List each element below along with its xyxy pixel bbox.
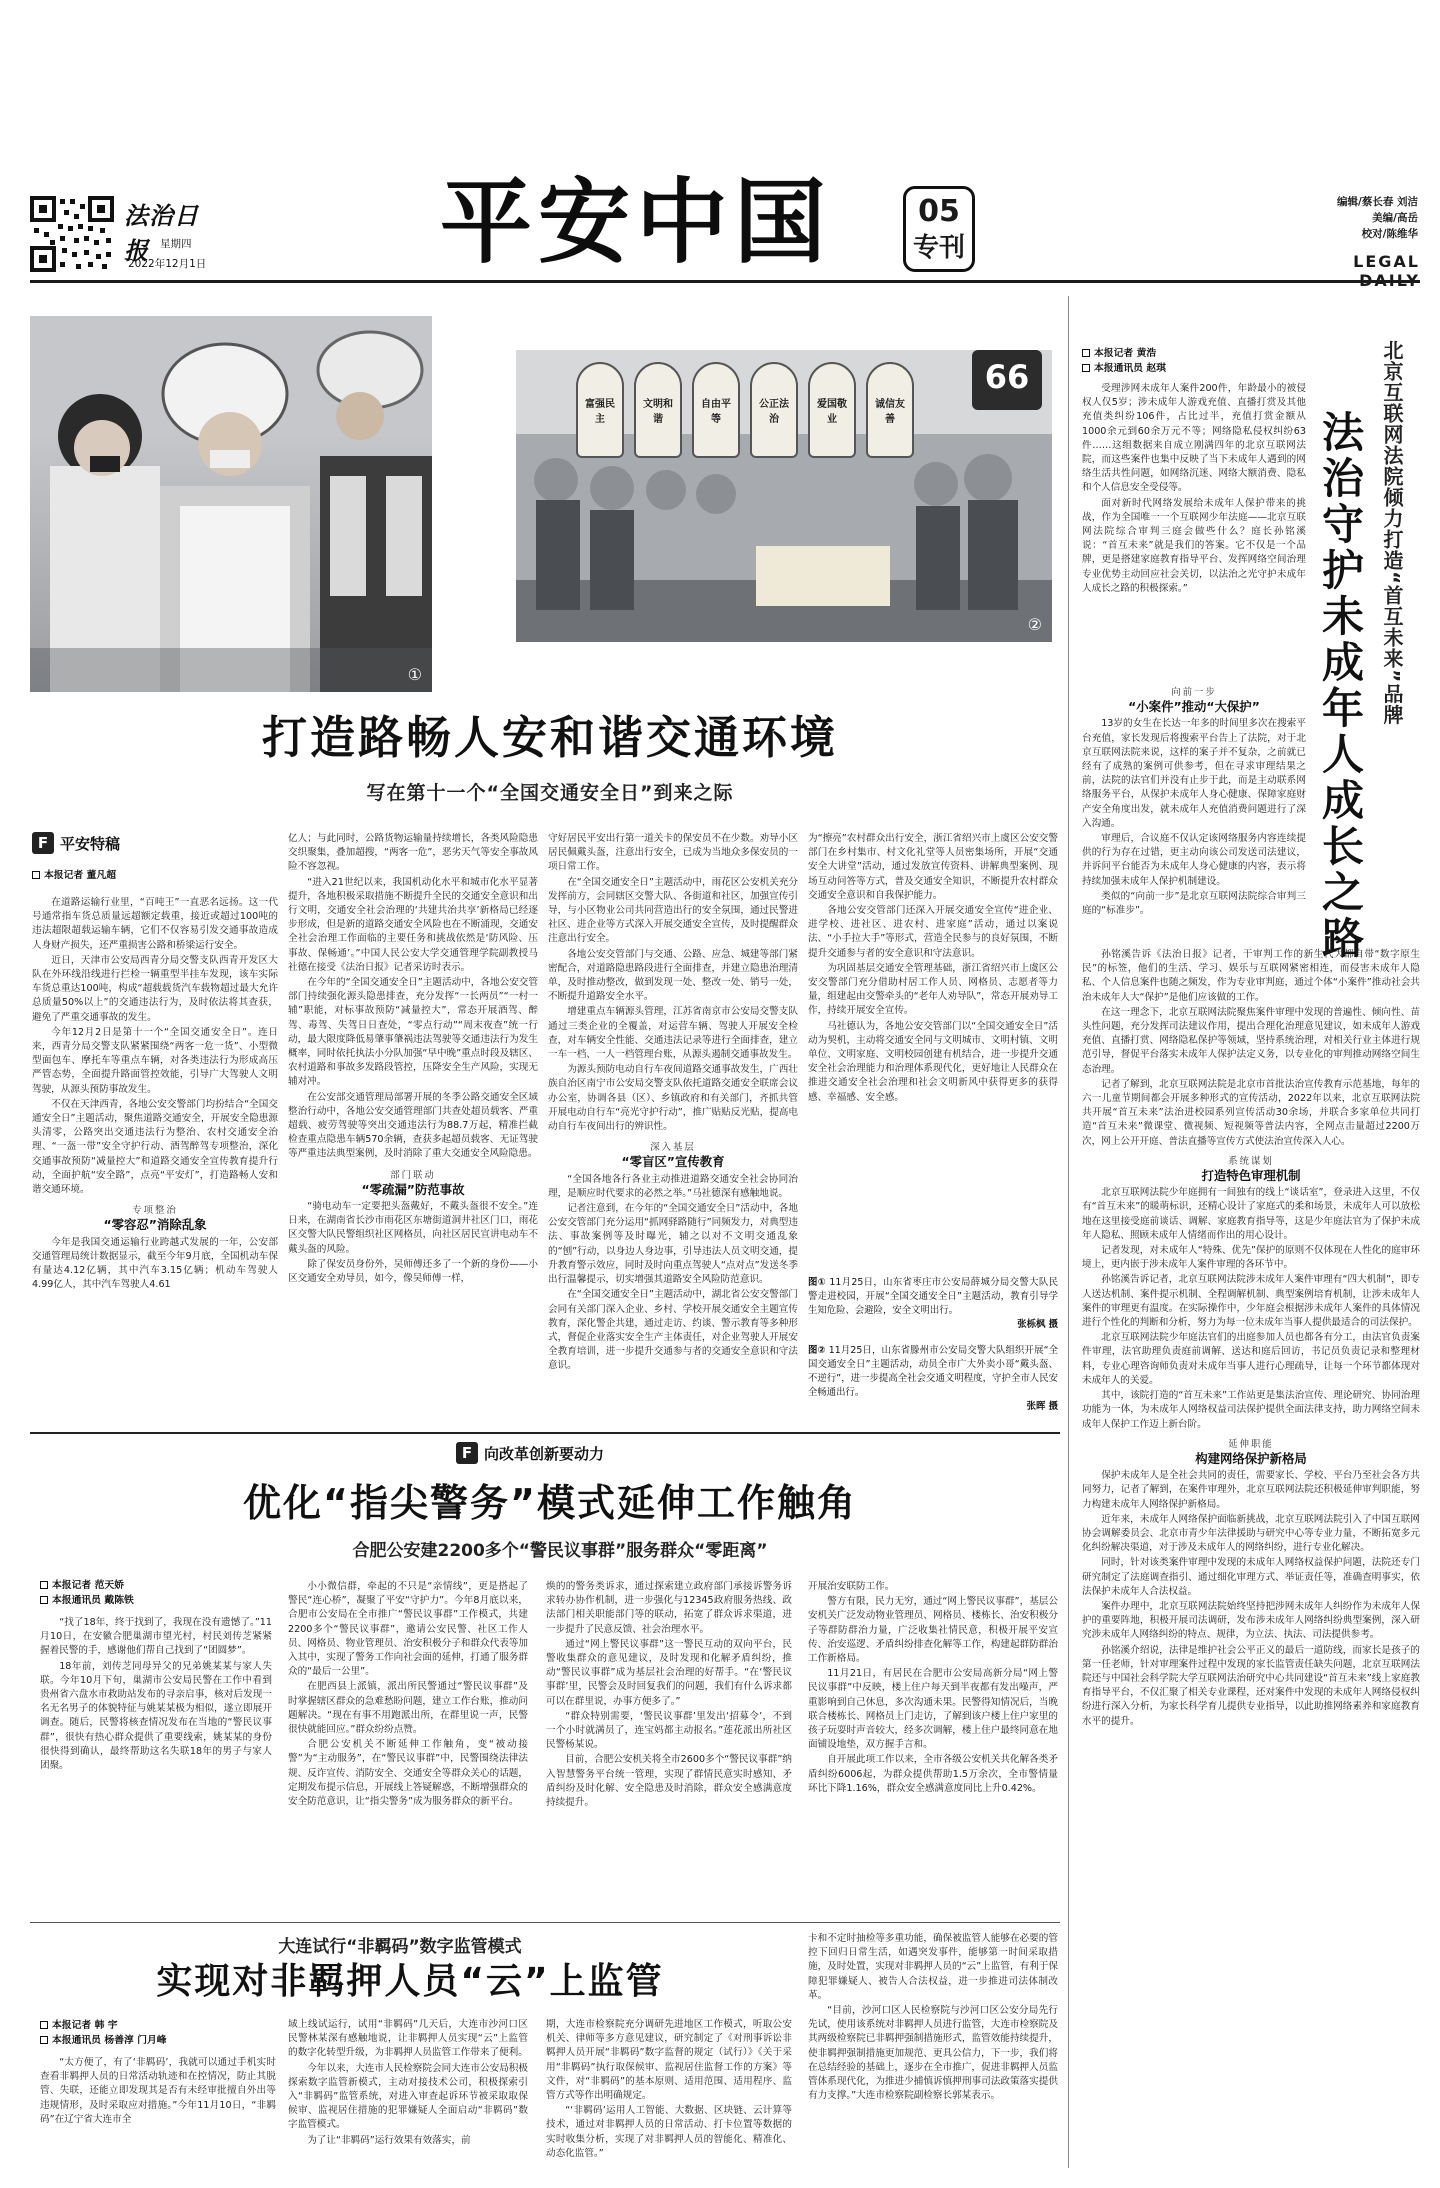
- paragraph: 在公安部交通管理局部署开展的冬季公路交通安全区域整治行动中，各地公安交通管理部门共查处超员载客、严重超载、疲劳驾驶等突出交通违法行为88.7万起，精准拦截检查重点隐患车辆570余辆，查获多起超员载客、无证驾驶等严重违法典型案例，及时消除了重大交通安全风险隐患。: [288, 1091, 538, 1160]
- paragraph: 目前，合肥公安机关将全市2600多个“警民议事群”纳入智慧警务平台统一管理，实现了群情民意实时感知、矛盾纠纷及时化解、安全隐患及时消除，群众安全感满意度持续提升。: [546, 1754, 792, 1809]
- paragraph: 增建重点车辆源头管理，江苏省南京市公安局交警支队通过三类企业的全覆盖，对运营车辆、驾驶人开展安全检查，对车辆安全性能、交通违法记录等进行全面排查，建立一车一档、一人一档管理台账，从源头遏制交通事故发生。: [548, 1006, 798, 1061]
- subhead-kicker: 部门联动: [390, 1169, 436, 1181]
- paragraph: 不仅在天津西青，各地公安交警部门均扮结合“全国交通安全日”主题活动，聚焦道路交通安全，开展安全隐患源头清零，公路突出交通违法行为整治、农村交通安全治理、“一盔一带”安全守护行动、酒驾醉驾专项整治，深化交通事故预防“减量控大”和道路交通安全宣传教育提升行动，全面护航“安全路”，点亮“平安灯”，打造路畅人安和谐交通环境。: [32, 1098, 278, 1196]
- article3-column-1: [40, 1616, 272, 1914]
- photo-1: [30, 316, 432, 692]
- byline-square-icon: [40, 2021, 48, 2029]
- paragraph: 11月21日，有居民在合肥市公安局高新分局“网上警民议事群”中反映，楼上住户每天到半夜都有发出噪声，严重影响到自己休息，多次沟通未果。民警得知情况后，当晚联合楼栋长、网格员上门走访，了解到该户楼上住户家里的孩子玩耍时声音较大，经多次调解，楼上住户最终同意在地面铺设地垫，双方握手言和。: [808, 1668, 1058, 1751]
- article3-subtitle: 合肥公安建2200多个“警民议事群”服务群众“零距离”: [352, 1541, 768, 1561]
- weekday: 星期四: [160, 238, 192, 250]
- article2-lead: [1082, 382, 1306, 674]
- paragraph: 类似的“向前一步”是北京互联网法院综合审判三庭的“标准步”。: [1082, 890, 1306, 917]
- right-column-divider: [1068, 296, 1069, 2168]
- paragraph: 为源头预防电动自行车夜间道路交通事故发生，广西壮族自治区南宁市公安局交警支队依托道路交通安全联席会议办公室，协调各县（区）、乡镇政府和有关部门，齐抓共管开展电动自行车“亮光守护行动”，推广贴贴反光贴，提高电动自行车夜间出行的辨识性。: [548, 1064, 798, 1133]
- column-tag-icon: F: [456, 1442, 478, 1464]
- paragraph: 审理后，合议庭不仅认定该网络服务内容连续提供的行为存在过错，更主动向该公司发送司法建议，并诉问平台能否为未成年人身心健康的内容，表示将持续加强未成年人保护机制建设。: [1082, 833, 1306, 887]
- paragraph: 为了让“非羁码”运行效果有效落实，前: [307, 2134, 471, 2146]
- paragraph: 开展治安联防工作。: [808, 1581, 895, 1592]
- paragraph: 卡和不定时抽检等多重功能，确保被监管人能够在必要的管控下回归日常生活，如遇突发事件，能够第一时间采取措施，及时处置，实现对非羁押人员的“云”上监管，有利于保障犯罪嫌疑人、被告人合法权益，进一步推进司法体制改革。: [808, 1933, 1058, 2001]
- column-tag-label: 平安特稿: [60, 834, 121, 853]
- paragraph: 记者发现，对未成年人“特殊、优先”保护的原则不仅体现在人性化的庭审环境上，更内嵌于涉未成年人案件审理的各环节中。: [1082, 1245, 1420, 1271]
- paragraph: 面对新时代网络发展给未成年人保护带来的挑战，作为全国唯一一个互联网少年法庭——北京互联网法院综合审判三庭会做些什么？庭长孙铭溪说：“首互未来”就是我们的答案。它不仅是一个品牌，更是搭建家庭教育指导平台、发挥网络空间治理专业优势主动回应社会关切，以法治之光守护未成年人成长之路的积极探索。”: [1082, 497, 1306, 594]
- paragraph: 同时，针对该类案件审理中发现的未成年人网络权益保护问题，法院还专门研究制定了法庭调查指引、通过细化审理方式、举证责任等，准确查明事实，依法保护未成年人合法权益。: [1082, 1557, 1420, 1597]
- caption-label: 图②: [808, 1345, 826, 1356]
- byline-text: 本报记者 黄浩: [1094, 348, 1157, 359]
- value-sign: 富强民主: [576, 362, 624, 458]
- paragraph: 记者注意到，在今年的“全国交通安全日”活动中，各地公安交管部门充分运用“抓网驿路随行”同频发力，对典型违法、事故案例等及时曝光，辅之以对不文明交通乱象的“刨”行动，以身边人身边事，引导违法人员文明交通，提升教育警示效应，同时及时向重点驾驶人“点对点”发送冬季出行温馨提示，切实增强其道路安全风险防范意识。: [548, 1203, 798, 1286]
- byline-line: [1082, 361, 1272, 376]
- subhead-kicker: 深入基层: [650, 1142, 696, 1154]
- paragraph: 近年来，未成年人网络保护面临新挑战，北京互联网法院引入了中国互联网协会调解委员会、北京市青少年法律援助与研究中心等专业力量，不断拓宽多元化纠纷解决渠道，对于涉及未成年人的网络纠纷，进行专业化解决。: [1082, 1513, 1420, 1554]
- byline-line: [40, 2033, 280, 2048]
- paragraph: 为“擦亮”农村群众出行安全，浙江省绍兴市上虞区公安交警部门在乡村集市、村文化礼堂等人员密集场所，开展“交通安全大讲堂”活动，通过发放宣传资料、讲解典型案例、现场互动问答等方式，普及交通安全知识，不断提升农村群众交通安全意识和自我保护能力。: [808, 833, 1058, 901]
- subhead: “零盲区”宣传教育: [621, 1154, 725, 1170]
- paragraph: 亿人；与此同时，公路货物运输量持续增长，各类风险隐患交织聚集，叠加超搜，“两客一危”，恶劣天气等安全事故风险不容忽视。: [288, 833, 538, 873]
- byline-text: 本报记者 董凡超: [44, 870, 116, 881]
- issue-date: 2022年12月1日: [128, 258, 207, 270]
- subhead-kicker: 向前一步: [1171, 687, 1217, 698]
- byline-text: 本报通讯员 戴陈铁: [52, 1595, 134, 1606]
- masthead: [0, 0, 1440, 282]
- paragraph: 孙铭溪告诉记者，北京互联网法院涉未成年人案件审理有“四大机制”，即专人送达机制、案件提示机制、全程调解机制、典型案例培育机制，让涉未成年人案件的审理更有温度。在实际操作中，少年庭会根据涉未成年人案件的具体情况进行个性化的判断和分析，努力为每一位未成年当事人提供最适合的司法保护。: [1082, 1274, 1420, 1329]
- paragraph: 记者了解到，北京互联网法院是北京市首批法治宣传教育示范基地，每年的六一儿童节期间都会开展多种形式的宣传活动，2022年以来，北京互联网法院共开展“首互未来”法治进校园系列宣传活动30余场，并联合多家单位共同打造“首互未来”微课堂、微视频、短视频等普法内容，全网点击量超过2200万次，网上公开开庭、普法直播等宣传方式使法治宣传深入人心。: [1082, 1078, 1420, 1147]
- article1-byline: [32, 868, 116, 883]
- paragraph: “进入21世纪以来，我国机动化水平和城市化水平显著提升，各地积极采取措施不断提升全民的交通安全意识和出行文明，交通安全社会治理的‘共建共治共享’新格局已经逐步形成，但是新的道路交通安全风险也在不断涌现，交通安全社会治理工作面临的主要任务和挑战依然是‘防风险、压事故、保畅通’。”中国人民公安大学交通管理学院副教授马社德在接受《法治日报》记者采访时表示。: [288, 876, 538, 973]
- byline-square-icon: [40, 2036, 48, 2044]
- byline-square-icon: [40, 1581, 48, 1589]
- value-sign: 诚信友善: [866, 362, 914, 458]
- paragraph: 孙铭溪告诉《法治日报》记者，干审判工作的新生代大都自带“数字原生民”的标签，他们的生活、学习、娱乐与互联网紧密相连，而侵害未成年人隐私、个人信息案件也随之频发，作为专业审判庭，通过个体“小案件”推动社会共治未成年人大“保护”是他们应该做的工作。: [1082, 949, 1420, 1003]
- caption-label: 图①: [808, 1277, 827, 1288]
- article1-column-1: [32, 896, 278, 1424]
- byline-text: 本报记者 韩 宇: [52, 2020, 118, 2031]
- legal-daily-label: LEGAL: [1353, 252, 1420, 271]
- page-number: 05: [918, 194, 960, 229]
- subhead: 打造特色审理机制: [1201, 1168, 1301, 1184]
- page-title: 平安中国: [440, 169, 833, 276]
- photo-caption-2: [808, 1344, 1058, 1414]
- paragraph: “目前，沙河口区人民检察院与沙河口区公安分局先行先试，使用该系统对非羁押人员进行监管，大连市检察院及其两级检察院已非羁押强制措施形式，监管效能持续提升，使非羁押强制措施更加规范、更具公信力，下一步，我们将在总结经验的基础上，逐步在全市推广，促进非羁押人员监管体系现代化，为推进少捕慎诉慎押刑事司法政策落实提供有力支撑。”大连市检察院副检察长郭某表示。: [808, 2005, 1058, 2102]
- paragraph: 域上线试运行，试用“非羁码”几天后，大连市沙河口区民警林某深有感触地说，让非羁押人员实现“云”上监管的数字化转型升级，为非羁押人员监管工作带来了便利。: [288, 2019, 528, 2059]
- paragraph: 期，大连市检察院充分调研先进地区工作模式，听取公安机关、律师等多方意见建议，研究制定了《对刑事诉讼非羁押人员开展“非羁码”数字监督的规定（试行）》《关于采用“非羁码”执行取保候审、监视居住监督工作的方案》等文件，对“非羁码”的基本原则、适用范围、适用程序、监管方式等作出明确规定。: [546, 2019, 792, 2102]
- caption-credit: 张晖 摄: [1026, 1401, 1058, 1412]
- speed-sign-value: 66: [984, 358, 1030, 396]
- column-tag-icon: F: [32, 832, 54, 854]
- byline-line: [40, 1578, 260, 1593]
- article3-byline: [40, 1578, 260, 1608]
- paragraph: 今年是我国交通运输行业跨越式发展的一年，公安部交通管理局统计数据显示，截至今年9月底，全国机动车保有量达4.12亿辆，其中汽车3.15亿辆；机动车驾驶人4.99亿人，其中汽车驾驶人4.61: [32, 1236, 278, 1291]
- subhead: “零容忍”消除乱象: [103, 1217, 207, 1233]
- paragraph: 合肥公安机关不断延伸工作触角，变“被动接警”为“主动服务”，在“警民议事群”中，民警围绕法律法规、反诈宣传、消防安全、交通安全等群众关心的话题，定期发布提示信息，开展线上答疑解惑，不断增强群众的安全防范意识，让“指尖警务”成为服务群众的新平台。: [288, 1739, 528, 1808]
- subhead: “零疏漏”防范事故: [361, 1181, 465, 1197]
- paragraph: “‘非羁码’运用人工智能、大数据、区块链、云计算等技术，通过对非羁押人员的日常活动、打卡位置等数据的实时收集分析，实现了对非羁押人员的智能化、精准化、动态化监管。”: [546, 2105, 792, 2159]
- paragraph: 警方有限，民力无穷，通过“网上警民议事群”，基层公安机关广泛发动物业管理员、网格员、楼栋长、治安积极分子等群防群治力量，广泛收集社情民意，积极开展平安宣传、治安巡逻、矛盾纠纷排查化解等工作，构建起群防群治工作新格局。: [808, 1596, 1058, 1665]
- value-sign: 文明和谐: [634, 362, 682, 458]
- paragraph: 小小微信群，牵起的不只是“亲情线”，更是搭起了警民“连心桥”，凝聚了平安“守护力”。今年8月底以来，合肥市公安局在全市推广“警民议事群”工作模式，共建2200多个“警民议事群”，邀请公安民警、社区工作人员、网格员、物业管理员、治安积极分子和群众代表等加入其中，实现了警务工作向社会面的延伸，打通了服务群众的“最后一公里”。: [288, 1581, 528, 1678]
- paragraph: 保护未成年人是全社会共同的责任，需要家长、学校、平台乃至社会各方共同努力，记者了解到，在案件审理外，北京互联网法院还积极延伸审判职能，努力构建未成年人网络保护新格局。: [1082, 1470, 1420, 1510]
- subhead-kicker: 延伸职能: [1228, 1438, 1274, 1450]
- caption-text: 11月25日，山东省枣庄市公安局薛城分局交警大队民警走进校园，开展“全国交通安全日”主题活动，教育引导学生知危险、会避险，安全文明出行。: [808, 1277, 1058, 1316]
- article2-title-vertical: 法治守护未成年人成长之路: [1316, 410, 1365, 962]
- paragraph: 焕的的警务类诉求，通过探索建立政府部门承接诉警务诉求转办协作机制，进一步强化与12345政府服务热线、政法部门相关职能部门等的联动，拓宽了群众诉求渠道，进一步提升了民意反馈、社会治理水平。: [546, 1581, 792, 1635]
- paragraph: “找了18年，终于找到了，我现在没有遗憾了。”11月10日，在安徽合肥巢湖市望光村，村民刘传芝紧紧握着民警的手，感谢他们帮自己找到了“团圆梦”。: [40, 1617, 272, 1657]
- paper-name: 法治日报: [124, 201, 199, 265]
- article3-column-4: [808, 1580, 1058, 1914]
- byline-text: 本报记者 范天娇: [52, 1580, 124, 1591]
- paragraph: 在“全国交通安全日”主题活动中，湖北省公安交警部门会同有关部门深入企业、乡村、学校开展交通安全主题宣传教育，深化警企共建，通过走访、约谈、警示教育等多种形式，督促企业落实安全生产主体责任，对企业驾驶人开展安全教育培训，进一步提升交通参与者的交通安全意识和守法意识。: [548, 1289, 798, 1372]
- column-tag-feature: [32, 832, 120, 854]
- paragraph: 在道路运输行业里，“百吨王”一直恶名远扬。这一代号通常指车货总质量远超额定载重，接近或超过100吨的违法超限超载运输车辆，它们不仅容易引发交通事故造成人身财产损失，还严重损害公路和桥梁运行安全。: [32, 897, 278, 951]
- article2-subtitle-vertical: 北京互联网法院倾力打造“首互未来”品牌: [1380, 340, 1404, 726]
- masthead-rule: [30, 280, 1420, 283]
- paragraph: 各地公安交管部门与交通、公路、应急、城建等部门紧密配合，对道路隐患路段进行全面排查，并建立隐患治理清单，及时推动整改，做到发现一处、整改一处、销号一处，不断提升道路安全水平。: [548, 948, 798, 1003]
- photo-2-number: ②: [1027, 615, 1042, 634]
- paragraph: 近日，天津市公安局西青分局交警支队西青开发区大队在外环线沿线进行拦检一辆重型半挂车发现，该车实际车货总重达100吨，构成“超载载货汽车载物超过最大允许总质量50%以上”的交通违法行为，及时依法将其查获，避免了严重交通事故的发生。: [32, 954, 278, 1023]
- paragraph: 今年12月2日是第十一个“全国交通安全日”。连日来，西青分局交警支队紧紧围绕“两客一危一货”、小型微型面包车、摩托车等重点车辆，对各类违法行为形成高压严管态势，全面提升路面管控效能，引导广大驾驶人文明驾驶，从源头预防事故发生。: [32, 1026, 278, 1095]
- byline-line: [40, 2018, 280, 2033]
- paragraph: 其中，该院打造的“首互未来”工作站更是集法治宣传、理论研究、协同治理功能为一体，为未成年人网络权益司法保护提供全面法律支持，助力网络空间未成年人保护工作迈上新台阶。: [1082, 1390, 1420, 1430]
- article1-column-2: [288, 832, 538, 1424]
- paragraph: “骑电动车一定要把头盔戴好，不戴头盔很不安全。”连日来，在湖南省长沙市雨花区东塘街道洞井社区门口，雨花区交警大队民警组织社区网格员，向社区居民宣讲电动车不戴头盔的风险。: [288, 1201, 538, 1255]
- paragraph: 受理涉网未成年人案件200件，年龄最小的被侵权人仅5岁；涉未成年人游戏充值、直播打赏及其他充值类纠纷106件，占比过半，充值打赏金额从1000余元到60余万元不等；网络隐私侵权纠纷63件……这组数据来自成立刚满四年的北京互联网法院，而这些案件也集中反映了当下未成年人遇到的网络生活共性问题，如网络沉迷、网络大额消费、隐私和个人信息安全受侵等。: [1082, 383, 1306, 494]
- paragraph: “全国各地各行各业主动推进道路交通安全社会协同治理，是顺应时代要求的必然之举。”马社德深有感触地说。: [548, 1173, 798, 1199]
- article2-body-lower: [1082, 948, 1420, 2168]
- paragraph: 在“全国交通安全日”主题活动中，雨花区公安机关充分发挥前方，会同辖区交警大队、各街道和社区，加强宣传引导，与小区物业公司共同营造出行的安全氛围，通过民警进社区、进企业等方式深入开展交通安全宣传，及时提醒群众注意出行安全。: [548, 876, 798, 945]
- article1-column-3: [548, 832, 798, 1424]
- byline-text: 本报通讯员 赵琪: [1094, 363, 1166, 374]
- article4-top-rule: [30, 1922, 1060, 1923]
- article4-title: 实现对非羁押人员“云”上监管: [156, 1961, 664, 2002]
- photo-caption-1: [808, 1276, 1058, 1332]
- value-sign: 爱国敬业: [808, 362, 856, 458]
- article4-byline: [40, 2018, 280, 2048]
- page-number-box: [903, 186, 975, 272]
- qr-code-icon: [30, 196, 114, 272]
- article4-column-2: [288, 2018, 528, 2170]
- values-signs: [576, 362, 936, 472]
- article4-column-1: [40, 2056, 276, 2170]
- subhead-kicker: 专项整治: [132, 1205, 178, 1217]
- value-sign: 自由平等: [692, 362, 740, 458]
- article4-kicker: 大连试行“非羁码”数字监管模式: [278, 1937, 522, 1957]
- byline-square-icon: [1082, 349, 1090, 357]
- caption-credit: 张栎枫 摄: [1017, 1319, 1058, 1330]
- byline-line: [40, 1593, 260, 1608]
- subhead-kicker: 系统谋划: [1228, 1155, 1274, 1167]
- article3-column-3: [546, 1580, 792, 1914]
- article2-byline: [1082, 346, 1272, 376]
- byline-square-icon: [40, 1596, 48, 1604]
- paragraph: “太方便了，有了‘非羁码’，我就可以通过手机实时查看非羁押人员的日常活动轨迹和在控情况，防止其脱管、失联，还能立即发现其是否有未经审批擅自外出等违规情形，及时采取应对措施。”今年11月10日，“非羁码”在辽宁省大连市全: [40, 2057, 276, 2125]
- editor-line: 编辑/蔡长春 刘洁: [1337, 196, 1418, 208]
- paragraph: 各地公安交管部门还深入开展交通安全宣传“进企业、进学校、进社区、进农村、进家庭”活动，通过以案说法、“小手拉大手”等形式，营造全民参与的良好氛围，不断提升交通参与者的安全意识和守法意识。: [808, 905, 1058, 959]
- byline-square-icon: [32, 871, 40, 879]
- article4-column-4: [808, 1932, 1058, 2170]
- article1-column-4: [808, 832, 1058, 1272]
- paragraph: 在这一理念下，北京互联网法院聚焦案件审理中发现的普遍性、倾向性、苗头性问题，充分发挥司法建议作用，提出合理化治理意见建议，如未成年人游戏充值、直播打赏、网络隐私保护等领域，坚持系统治理，对相关行业主体进行规范引导，督促平台落实未成年人保护法定义务，以专业化的审判推动网络空间生态治理。: [1082, 1006, 1420, 1075]
- value-sign: 公正法治: [750, 362, 798, 458]
- caption-text: 11月25日，山东省滕州市公安局交警大队组织开展“全国交通安全日”主题活动，动员全市广大外卖小哥“戴头盔、不逆行”，进一步提高全社会交通文明程度，守护全市人民安全畅通出行。: [808, 1345, 1058, 1398]
- paragraph: 除了保安员身份外，吴师傅还多了一个新的身份——小区交通安全劝导员，如今，像吴师傅一样，: [288, 1258, 538, 1285]
- paragraph: 案件办理中，北京互联网法院始终坚持把涉网未成年人纠纷作为未成年人保护的重要阵地，积极开展司法调研，发布涉未成年人网络纠纷典型案例，深入研究涉未成年人网络纠纷的特点、规律，为立法、执法、司法提供参考。: [1082, 1600, 1420, 1641]
- paragraph: 为巩固基层交通安全管理基础，浙江省绍兴市上虞区公安交警部门充分借助村居工作人员、网格员、志愿者等力量，组建起由交警牵头的“老年人劝导队”，常态开展劝导工作，持续开展安全宣传。: [808, 962, 1058, 1017]
- article3-title: 优化“指尖警务”模式延伸工作触角: [243, 1481, 857, 1525]
- article2-body-upper: [1082, 686, 1306, 942]
- column-tag-label: 向改革创新要动力: [484, 1444, 605, 1463]
- paragraph: 通过“网上警民议事群”这一警民互动的双向平台，民警收集群众的意见建议，及时发现和化解矛盾纠纷，推动“警民议事群”成为基层社会治理的好帮手。“在‘警民议事群’里，民警会及时回复我们的问题，我们有什么诉求都可以在群里说，办事方便多了。”: [546, 1638, 792, 1707]
- paragraph: 守好居民平安出行第一道关卡的保安员不在少数。劝导小区居民佩戴头盔，注意出行安全，已成为当地众多保安员的一项日常工作。: [548, 833, 798, 873]
- paragraph: 13岁的女生在长达一年多的时间里多次在搜索平台充值，家长发现后将搜索平台告上了法院，对于北京互联网法院来说，这样的案子并不复杂，之前就已经有了成熟的案例可供参考，但在寻求审理结果之前，法院的法官们并没有止步于此，而是主动联系网络服务平台，从保护未成年人身心健康、保障家庭财产安全角度出发，就未成年人充值消费问题进行了深入沟通。: [1082, 718, 1306, 829]
- article1-subtitle: 写在第十一个“全国交通安全日”到来之际: [366, 782, 734, 804]
- paragraph: “群众特别需要，‘警民议事群’里发出‘招募令’，不到一个小时就满员了，连宝妈都主动报名。”莲花派出所社区民警杨某说。: [546, 1710, 792, 1751]
- subhead: 构建网络保护新格局: [1195, 1450, 1307, 1466]
- article3-top-rule: [30, 1432, 1060, 1434]
- paragraph: 北京互联网法院少年庭法官们的出庭参加人员也都各有分工，由法官负责案件审理，法官助理负责庭前调解、送达和庭后回访，书记员负责记录和整理材料，专业心理咨询师负责对未成年当事人进行心理疏导，让每一个环节都体现对未成年人的关爱。: [1082, 1332, 1420, 1386]
- art-editor-line: 美编/高岳: [1372, 212, 1418, 224]
- paragraph: 北京互联网法院少年庭拥有一间独有的线上“谈话室”，登录进入这里，不仅有“首互未来”的暖萌标识，还精心设计了家庭式的柔和场景，未成年人可以放松地在这里接受庭前谈话、调解、家庭教育指导等，这是少年庭法官为了保护未成年人隐私、照顾未成年人情绪而作出的用心设计。: [1082, 1187, 1420, 1241]
- editor-credits: [1308, 194, 1418, 242]
- byline-line: [1082, 346, 1272, 361]
- paragraph: 在今年的“全国交通安全日”主题活动中，各地公安交管部门持续强化源头隐患排查，充分发挥“一长两员”“一村一辅”职能，对标事故预防“减量控大”，常态开展酒驾、醉驾、毒驾、失驾日日查处，“零点行动”“周末夜查”统一行动，最大限度降低易肇事肇祸违法驾驶等交通违法行为发生概率，同时依托执法小分队加强“早中晚”重点时段及辖区、农村道路和事故多发路段管控，压降安全生产风险，实现无辅对冲。: [288, 977, 538, 1088]
- paragraph: 在肥西县上派镇，派出所民警通过“警民议事群”及时掌握辖区群众的急难愁盼问题，建立工作台账，推动问题解决。“现在有事不用跑派出所，在群里说一声，民警很快就能回应。”群众纷纷点赞。: [288, 1681, 528, 1736]
- article3-column-2: [288, 1580, 528, 1914]
- paragraph: 孙铭溪介绍说，法律是维护社会公平正义的最后一道防线，而家长是孩子的第一任老师，针对审理案件过程中发现的家长监管责任缺失问题，北京互联网法院还与中国社会科学院大学互联网法治研究中心共同建设“首互未来”线上家庭教育指导平台，不仅汇聚了相关专业课程，还对案件中发现的未成年人网络侵权纠纷进行深入分析，为家长科学育儿提供专业指导，以此助推网络素养和家庭教育水平的提升。: [1082, 1644, 1420, 1727]
- paragraph: 马社德认为，各地公安交管部门以“全国交通安全日”活动为契机，主动将交通安全同与文明城市、文明村镇、文明单位、文明家庭、文明校园创建有机结合，进一步提升交通安全社会治理能力和治理体系现代化，更好地让人民群众在推进交通安全社会治理和社会文明新风中获得更多的获得感、幸福感、安全感。: [808, 1020, 1058, 1103]
- page-type: 专刊: [912, 233, 965, 263]
- article4-column-3: [546, 2018, 792, 2170]
- article1-title: 打造路畅人安和谐交通环境: [261, 711, 838, 764]
- paragraph: 自开展此项工作以来，全市各级公安机关共化解各类矛盾纠纷6006起，为群众提供帮助1.5万余次，全市警情量环比下降1.16%，群众安全感满意度同比上升0.42%。: [808, 1754, 1058, 1794]
- paragraph: 18年前，刘传芝同母异父的兄弟姚某某与家人失联。今年10月下旬，巢湖市公安局民警在工作中看到贵州省六盘水市救助站发布的寻亲启事，核对后发现一名无名男子的体貌特征与姚某某极为相似，遂立即展开调查。随后，民警将核查情况发布在当地的“警民议事群”，很快有热心群众提供了重要线索，姚某某的身份很快得到确认，最终帮助这名失联18年的男子与家人团聚。: [40, 1660, 272, 1772]
- photo-1-number: ①: [407, 665, 422, 684]
- subhead: “小案件”推动“大保护”: [1128, 699, 1260, 715]
- photo-2: [516, 350, 1052, 642]
- byline-square-icon: [1082, 364, 1090, 372]
- byline-text: 本报通讯员 杨善淳 门月峰: [52, 2035, 167, 2046]
- proofreader-line: 校对/陈维华: [1361, 228, 1418, 240]
- paragraph: 今年以来，大连市人民检察院会同大连市公安局积极探索数字监管新模式，主动对接技术公司，积极探索引入“非羁码”监管系统，对进入审查起诉环节被采取取保候审、监视居住措施的犯罪嫌疑人全面启动“非羁码”数字监管模式。: [288, 2062, 528, 2131]
- column-tag-reform: [456, 1442, 604, 1464]
